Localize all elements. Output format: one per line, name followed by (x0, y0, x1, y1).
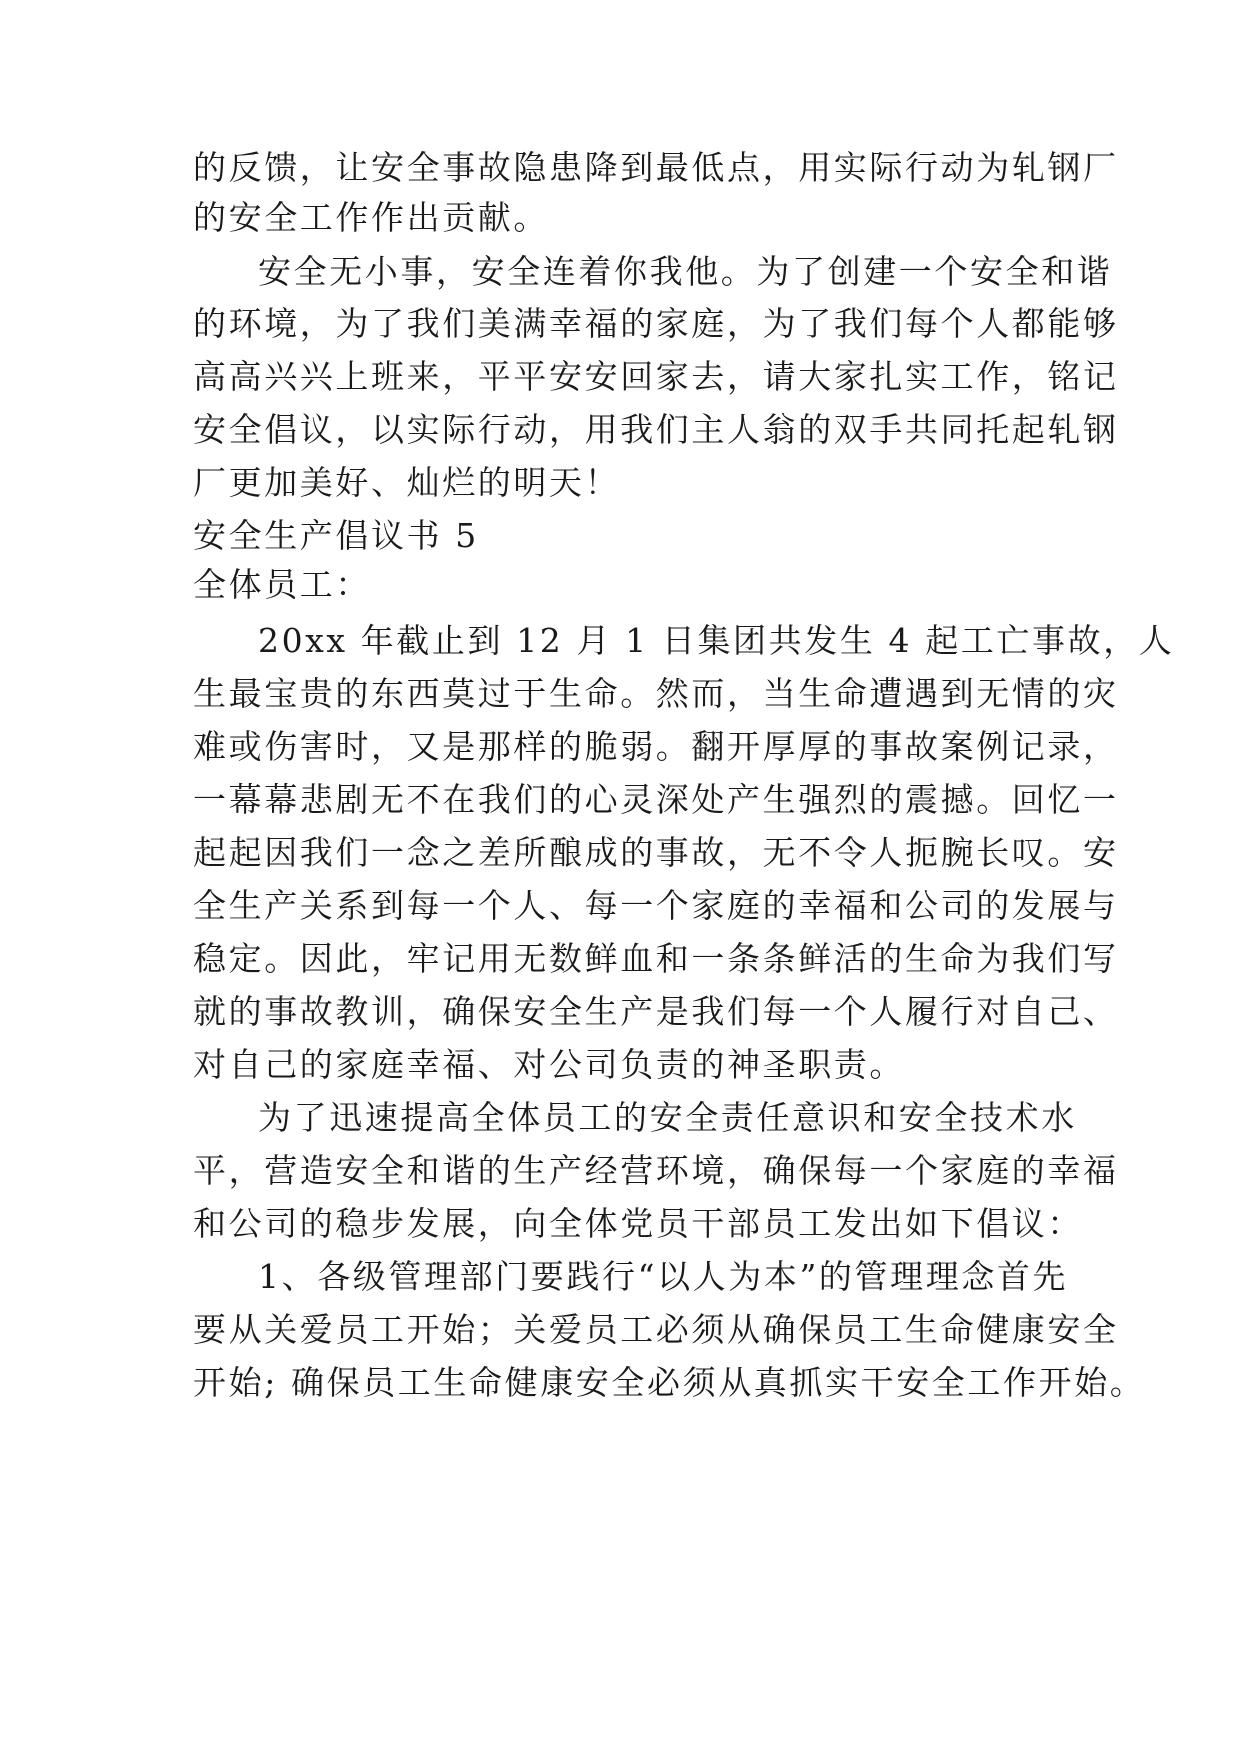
paragraph-line: 全生产关系到每一个人、每一个家庭的幸福和公司的发展与 (193, 886, 1119, 925)
paragraph-line: 和公司的稳步发展，向全体党员干部员工发出如下倡议： (193, 1204, 1083, 1243)
paragraph-line: 高高兴兴上班来，平平安安回家去，请大家扎实工作，铭记 (193, 357, 1119, 396)
paragraph-line: 开始; 确保员工生命健康安全必须从真抓实干安全工作开始。 (193, 1363, 1146, 1402)
paragraph-line: 安全倡议，以实际行动，用我们主人翁的双手共同托起轧钢 (193, 410, 1119, 449)
paragraph-line: 的环境，为了我们美满幸福的家庭，为了我们每个人都能够 (193, 304, 1119, 343)
paragraph-line: 为了迅速提高全体员工的安全责任意识和安全技术水 (258, 1098, 1077, 1137)
paragraph-line: 20xx 年截止到 12 月 1 日集团共发生 4 起工亡事故，人 (258, 621, 1175, 660)
paragraph-line: 要从关爱员工开始；关爱员工必须从确保员工生命健康安全 (193, 1310, 1119, 1349)
paragraph-line: 稳定。因此，牢记用无数鲜血和一条条鲜活的生命为我们写 (193, 939, 1119, 978)
paragraph-line: 平，营造安全和谐的生产经营环境，确保每一个家庭的幸福 (193, 1151, 1119, 1190)
section-title: 安全生产倡议书 5 (193, 516, 479, 555)
paragraph-line: 对自己的家庭幸福、对公司负责的神圣职责。 (193, 1045, 905, 1084)
paragraph-line: 起起因我们一念之差所酿成的事故，无不令人扼腕长叹。安 (193, 833, 1119, 872)
paragraph-line: 生最宝贵的东西莫过于生命。然而，当生命遭遇到无情的灾 (193, 674, 1119, 713)
paragraph-line: 厂更加美好、灿烂的明天！ (193, 463, 621, 502)
salutation: 全体员工： (193, 565, 371, 604)
paragraph-line: 安全无小事，安全连着你我他。为了创建一个安全和谐 (258, 252, 1113, 291)
paragraph-line: 1、各级管理部门要践行“以人为本”的管理理念首先 (258, 1257, 1069, 1296)
paragraph-line: 的安全工作作出贡献。 (193, 198, 549, 237)
paragraph-line: 一幕幕悲剧无不在我们的心灵深处产生强烈的震撼。回忆一 (193, 780, 1119, 819)
paragraph-line: 就的事故教训，确保安全生产是我们每一个人履行对自己、 (193, 992, 1119, 1031)
paragraph-line: 难或伤害时，又是那样的脆弱。翻开厚厚的事故案例记录， (193, 727, 1119, 766)
paragraph-line: 的反馈，让安全事故隐患降到最低点，用实际行动为轧钢厂 (193, 148, 1119, 187)
